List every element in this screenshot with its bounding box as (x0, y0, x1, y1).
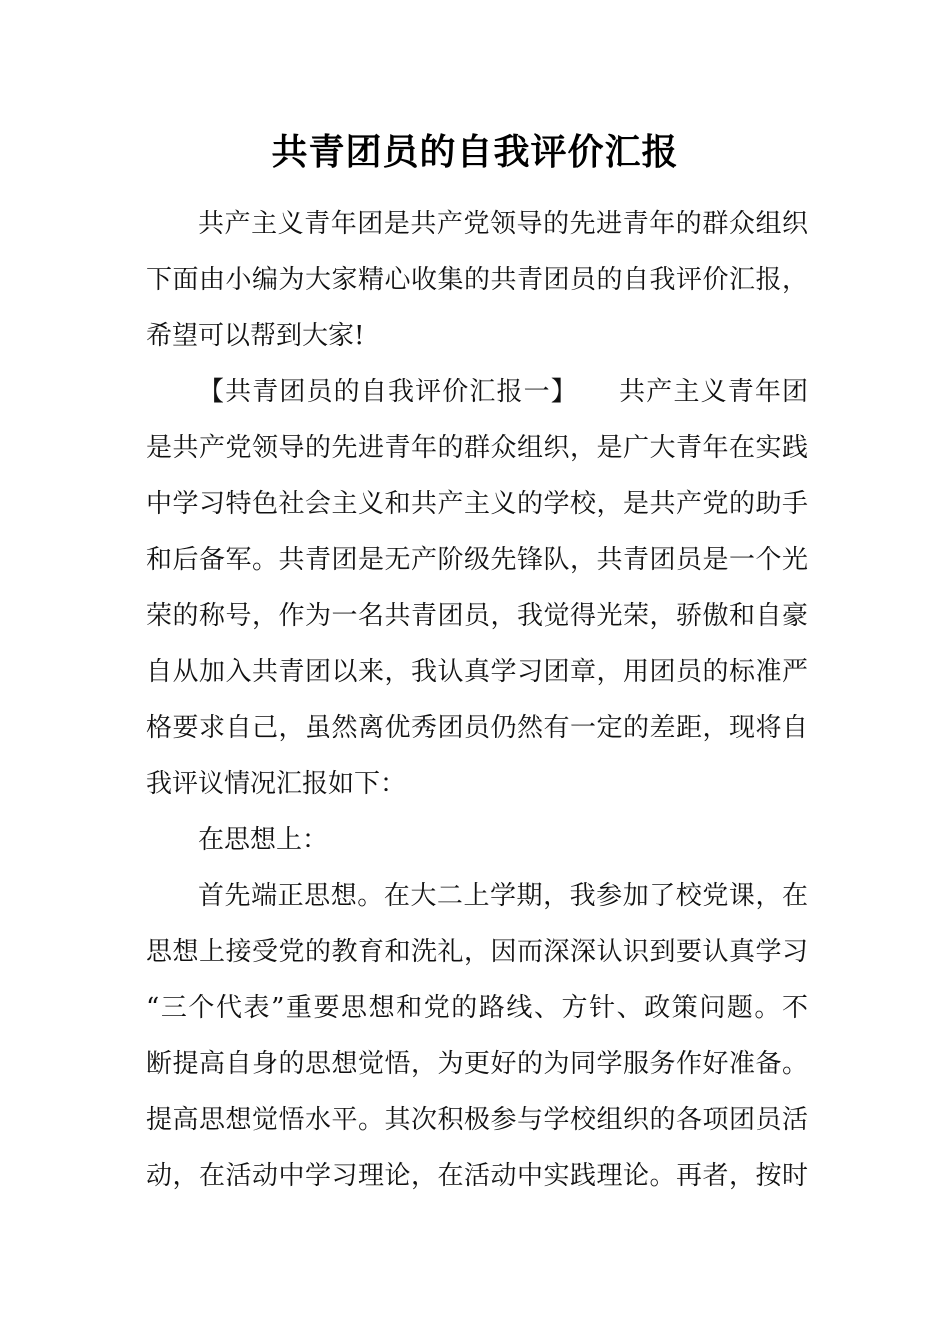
text-line: 格要求自己，虽然离优秀团员仍然有一定的差距，现将自 (146, 713, 808, 743)
text-line: 共产主义青年团是共产党领导的先进青年的群众组织 (198, 209, 808, 239)
text-line: 【共青团员的自我评价汇报一】 共产主义青年团 (198, 377, 808, 407)
document-body (146, 196, 808, 1204)
text-line: 中学习特色社会主义和共产主义的学校，是共产党的助手 (146, 489, 808, 519)
text-line: 希望可以帮到大家! (146, 321, 365, 351)
text-line: 自从加入共青团以来，我认真学习团章，用团员的标准严 (146, 657, 808, 687)
section-heading: 在思想上： (198, 825, 329, 855)
text-line: 荣的称号，作为一名共青团员，我觉得光荣，骄傲和自豪 (146, 601, 808, 631)
document-title: 共青团员的自我评价汇报 (271, 131, 679, 173)
text-line: 下面由小编为大家精心收集的共青团员的自我评价汇报， (146, 265, 808, 295)
text-line: 我评议情况汇报如下： (146, 769, 407, 799)
text-line: 动，在活动中学习理论，在活动中实践理论。再者，按时 (146, 1161, 808, 1191)
text-line: 思想上接受党的教育和洗礼，因而深深认识到要认真学习 (146, 937, 808, 967)
text-line: 和后备军。共青团是无产阶级先锋队，共青团员是一个光 (146, 545, 808, 575)
text-line: 是共产党领导的先进青年的群众组织，是广大青年在实践 (146, 433, 808, 463)
text-line: “三个代表”重要思想和党的路线、方针、政策问题。不 (146, 993, 808, 1023)
text-line: 提高思想觉悟水平。其次积极参与学校组织的各项团员活 (146, 1105, 808, 1135)
text-line: 首先端正思想。在大二上学期，我参加了校党课，在 (198, 881, 808, 911)
text-line: 断提高自身的思想觉悟，为更好的为同学服务作好准备。 (146, 1049, 808, 1079)
